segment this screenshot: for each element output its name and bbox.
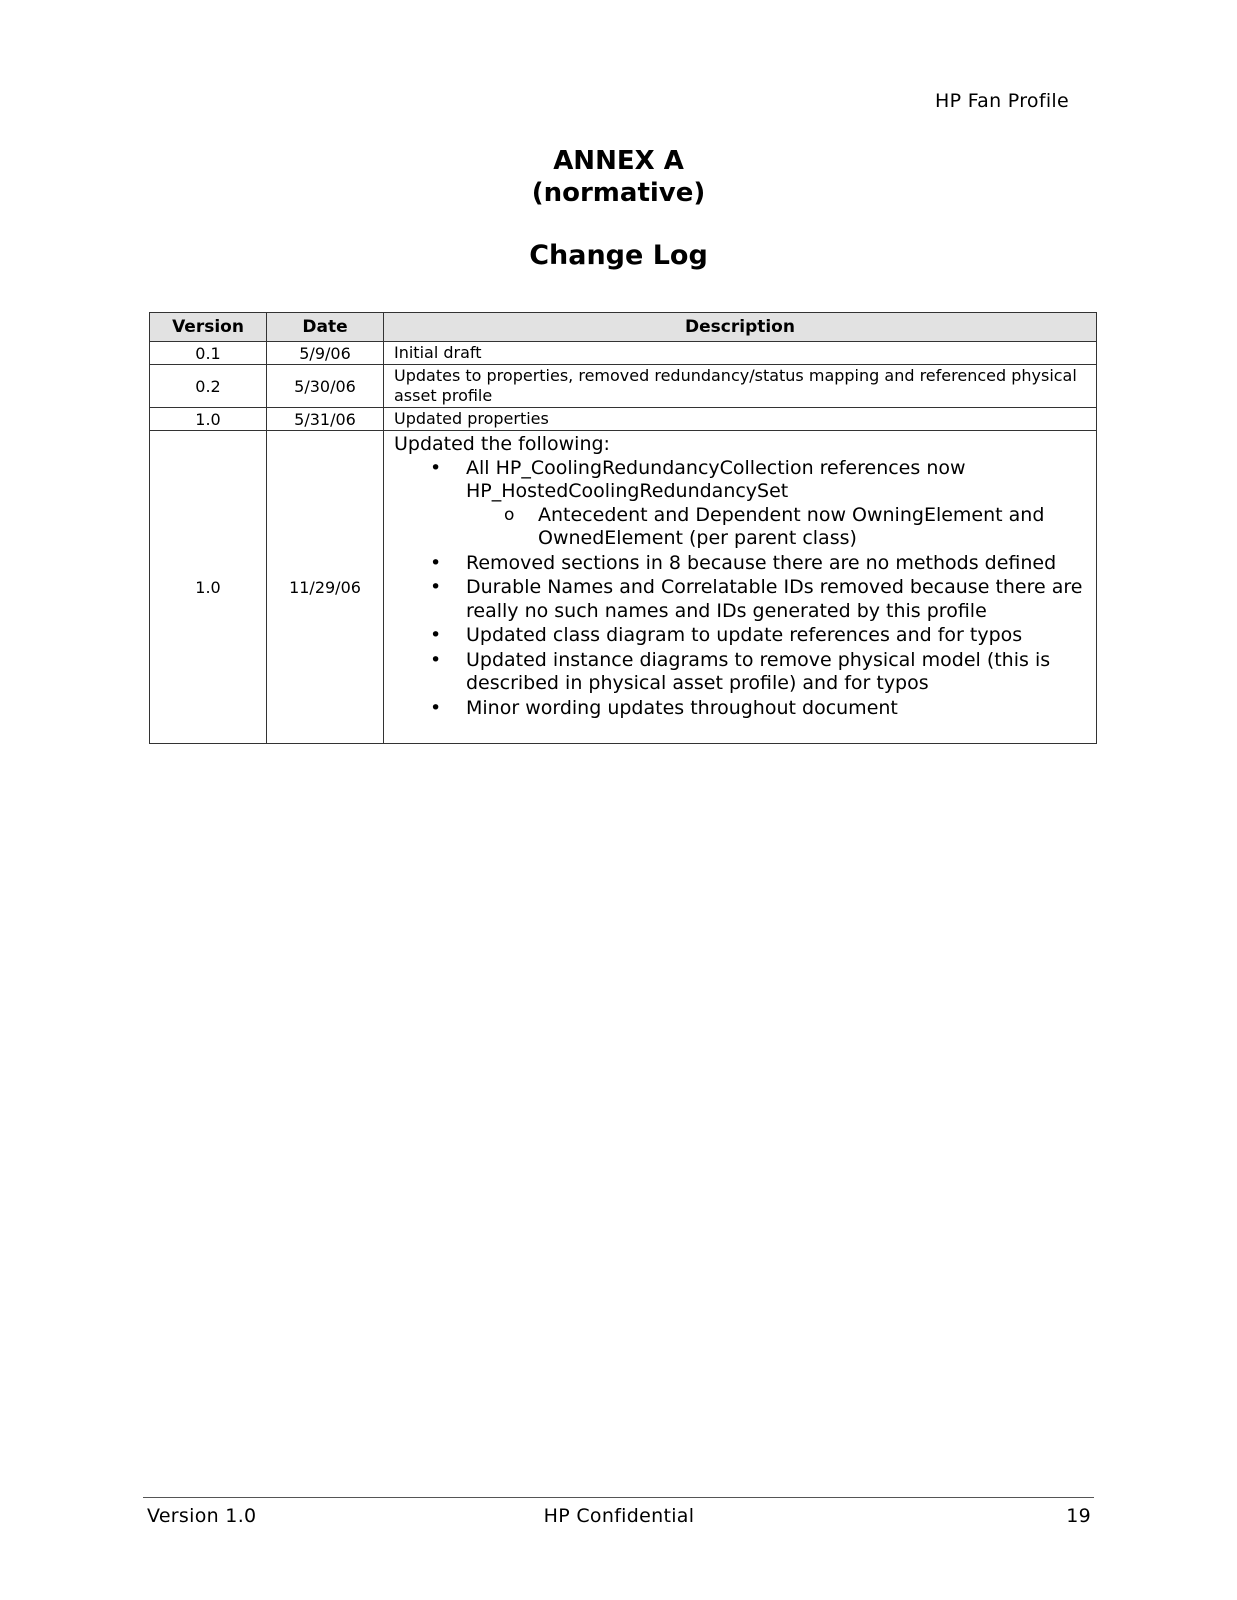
list-item: • Minor wording updates throughout document — [466, 697, 1086, 721]
title-block — [0, 145, 1237, 273]
description-intro: Updated the following: — [394, 433, 610, 455]
cell-version: 1.0 — [150, 431, 267, 744]
cell-version: 1.0 — [150, 408, 267, 431]
page-number: 19 — [1066, 1505, 1091, 1527]
list-item: • Updated class diagram to update references and for typos — [466, 624, 1086, 648]
footer-confidential: HP Confidential — [543, 1505, 695, 1527]
footer-divider — [143, 1497, 1094, 1498]
table-row — [150, 431, 1097, 744]
cell-description: Updated properties — [384, 408, 1097, 431]
footer-version: Version 1.0 — [147, 1505, 257, 1527]
table-header-row — [150, 313, 1097, 342]
cell-description: Initial draft — [384, 342, 1097, 365]
header-date: Date — [267, 313, 384, 342]
header-version: Version — [150, 313, 267, 342]
table-row — [150, 408, 1097, 431]
change-sub-list — [466, 504, 1086, 551]
header-description: Description — [384, 313, 1097, 342]
list-item: • Durable Names and Correlatable IDs removed because there are really no such names and IDs generated by this profile — [466, 576, 1086, 623]
cell-date: 5/9/06 — [267, 342, 384, 365]
change-bullet-list — [394, 457, 1086, 721]
cell-version: 0.2 — [150, 365, 267, 408]
cell-description — [384, 431, 1097, 744]
cell-description: Updates to properties, removed redundancy/status mapping and referenced physical asset profile — [384, 365, 1097, 408]
running-header: HP Fan Profile — [935, 90, 1069, 112]
bullet-text: All HP_CoolingRedundancyCollection references now HP_HostedCoolingRedundancySet — [466, 456, 966, 502]
list-item — [466, 457, 1086, 551]
cell-date: 11/29/06 — [267, 431, 384, 744]
cell-date: 5/31/06 — [267, 408, 384, 431]
cell-date: 5/30/06 — [267, 365, 384, 408]
cell-version: 0.1 — [150, 342, 267, 365]
list-item: • Updated instance diagrams to remove physical model (this is described in physical asset profile) and for typos — [466, 649, 1086, 696]
change-log-title: Change Log — [529, 240, 708, 271]
change-log-table — [149, 312, 1097, 744]
annex-title: ANNEX A — [553, 146, 684, 176]
list-item: • Removed sections in 8 because there are no methods defined — [466, 552, 1086, 576]
table-row — [150, 342, 1097, 365]
annex-normative-label: (normative) — [531, 178, 706, 208]
table-row — [150, 365, 1097, 408]
list-item: o Antecedent and Dependent now OwningElement and OwnedElement (per parent class) — [538, 504, 1086, 551]
